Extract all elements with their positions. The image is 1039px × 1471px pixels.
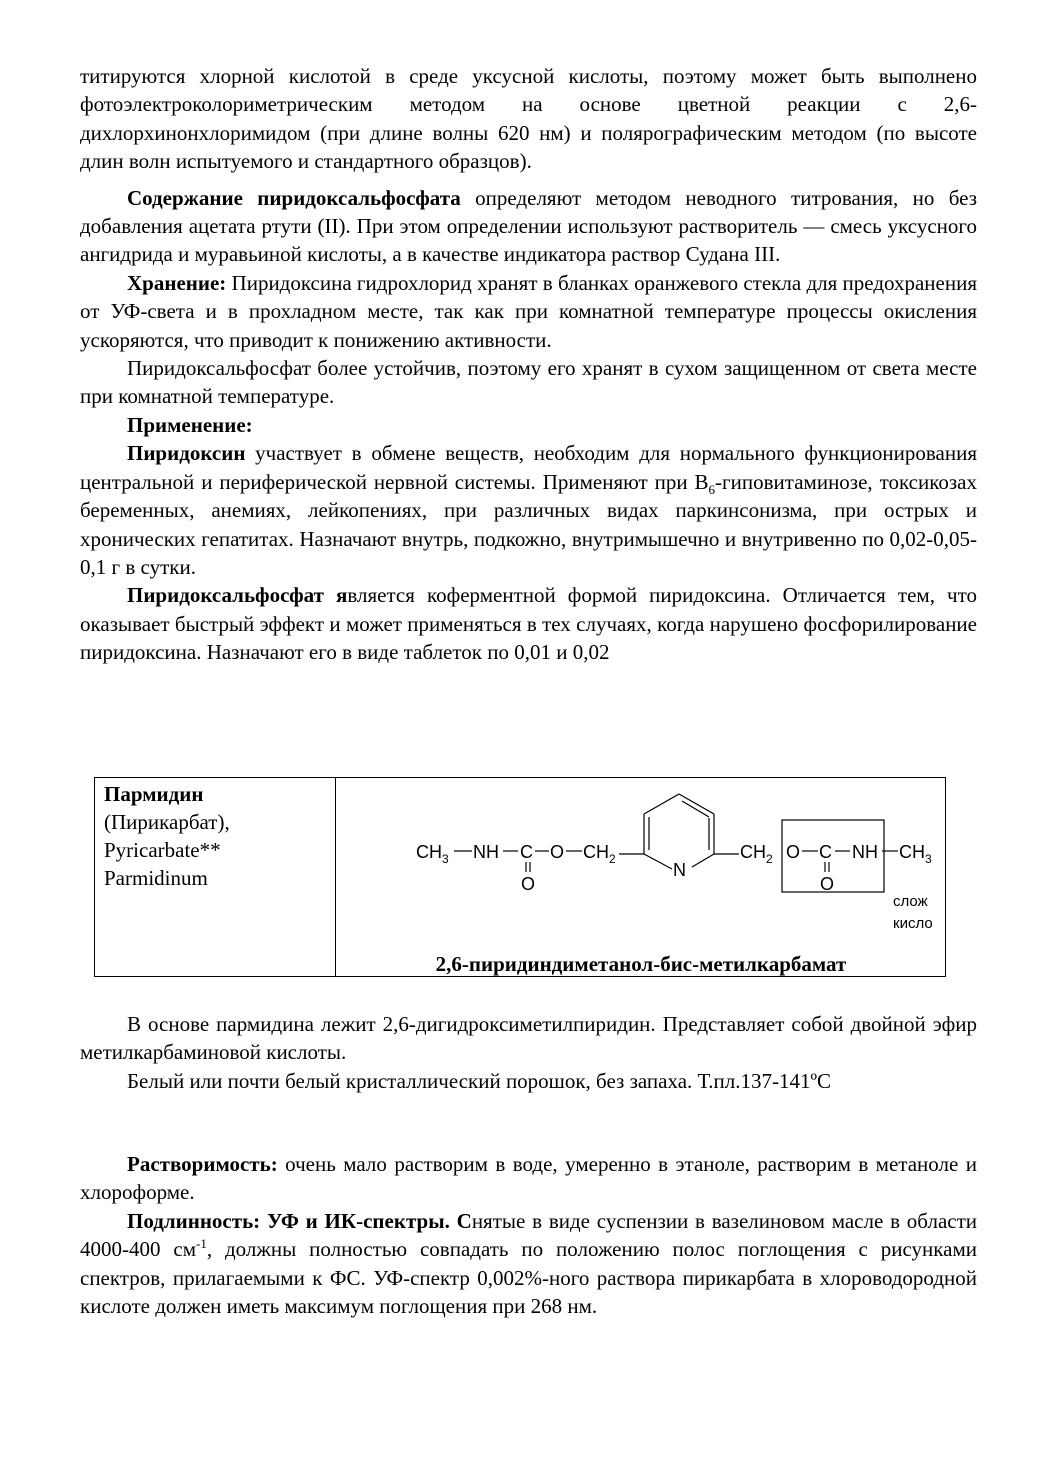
plp-content-text: определяют методом неводного титрования, но без добавления ацетата ртути (II). При этом определении используют растворитель — смесь уксусного ангидрида и муравьиной кислоты, а в качестве индикатора раствор Судана III. — [80, 185, 978, 267]
drug-synonym: (Пирикарбат), — [104, 810, 230, 834]
formula-ring-n: N — [673, 860, 686, 880]
structural-formula-cell — [336, 778, 946, 976]
paragraph-titration: титируются хлорной кислотой в среде уксусной кислоты, поэтому может быть выполнено фотоэлектроколориметрическим методом на основе цветной реакции с 2,6-дихлорхинонхлоримидом (при длине волны 620 нм) и полярографическим методом (по высоте длин волн испытуемого и стандартного образцов). — [80, 64, 977, 174]
formula-nh-left: NH — [473, 842, 499, 862]
formula-o-right: O — [786, 842, 801, 862]
formula-o-left: O — [550, 842, 565, 862]
formula-o-double-right: O — [820, 874, 835, 894]
drug-name: Пармидин — [104, 782, 204, 806]
page-body — [80, 62, 977, 667]
storage-heading: Хранение: — [127, 270, 227, 295]
paragraph-pyridoxine: Пиридоксин участвует в обмене веществ, необходим для нормального функционирования центральной и периферической нервной системы. Применяют при $B_6$-гиповитаминозе, токсикозах беременных, анемиях, лейкопениях, при различных видах паркинсонизма, при острых и хронических гепатитах. Назначают внутрь, подкожно, внутримышечно и внутривенно по 0,02-0,05-0,1 г в сутки. — [80, 441, 977, 579]
paragraph-plp-application: Пиридоксальфосфат является коферментной формой пиридоксина. Отличается тем, что оказывает быстрый эффект и может применяться в тех случаях, когда нарушено фосфорилирование пиридоксина. Назначают его в виде таблеток по 0,01 и 0,02 — [80, 583, 977, 665]
formula-c-right: C — [819, 842, 832, 862]
drug-latin-name: Parmidinum — [104, 866, 208, 890]
solubility-heading: Растворимость: — [127, 1152, 278, 1176]
paragraph-plp-storage: Пиридоксальфосфат более устойчив, поэтому его хранят в сухом защищенном от света месте при комнатной температуре. — [80, 356, 977, 409]
b6-subscript: 6 — [708, 481, 716, 497]
parmidin-table — [94, 777, 946, 977]
formula-ch2-right: $CH_2$ — [740, 842, 773, 866]
side-label-acid: кисло — [893, 915, 933, 932]
drug-names-cell — [104, 780, 329, 892]
parmidin-description — [80, 1010, 977, 1095]
paragraph-solubility: Растворимость: очень мало растворим в воде, умеренно в этаноле, растворим в метаноле и хлороформе. — [80, 1152, 977, 1205]
structural-formula — [336, 778, 946, 976]
formula-ch3-left: $CH_3$ — [416, 842, 449, 866]
formula-c-left: C — [520, 842, 533, 862]
formula-caption: 2,6-пиридиндиметанол-бис-метилкарбамат — [435, 952, 847, 976]
cm-superscript: -1 — [196, 1236, 207, 1252]
storage-text: Пиридоксина гидрохлорид хранят в бланках оранжевого стекла для предохранения от УФ-света и в прохладном месте, так как при комнатной температуре процессы окисления ускоряются, что приводит к понижению активности. — [80, 270, 977, 352]
paragraph-basis: В основе пармидина лежит 2,6-дигидроксиметилпиридин. Представляет собой двойной эфир метилкарбаминовой кислоты. — [80, 1012, 977, 1065]
formula-o-double-left: O — [521, 874, 536, 894]
identity-heading: Подлинность: УФ и ИК-спектры. С — [127, 1208, 472, 1233]
plp-application-heading: Пиридоксальфосфат я — [127, 583, 348, 608]
drug-inn-english: Pyricarbate** — [104, 838, 221, 862]
formula-ch2-left: $CH_2$ — [583, 842, 616, 866]
plp-content-heading: Содержание пиридоксальфосфата — [127, 185, 461, 210]
paragraph-storage — [80, 269, 977, 354]
formula-nh-right: NH — [852, 842, 878, 862]
pyridoxine-heading: Пиридоксин — [127, 441, 246, 466]
paragraph-plp-content — [80, 184, 977, 269]
side-label-ester: слож — [893, 893, 928, 910]
paragraph-identity: Подлинность: УФ и ИК-спектры. Снятые в виде суспензии в вазелиновом масле в области 4000-400 $см^{-1}$, должны полностью совпадать по положению полос поглощения с рисунками спектров, прилагаемыми к ФС. УФ-спектр 0,002%-ного раствора пирикарбата в хлороводородной кислоте должен иметь максимум поглощения при 268 нм. — [80, 1208, 978, 1319]
paragraph-appearance: Белый или почти белый кристаллический порошок, без запаха. Т.пл.137-141ºС — [127, 1068, 831, 1093]
formula-ch3-right: $CH_3$ — [899, 842, 932, 866]
parmidin-properties — [80, 1150, 977, 1320]
application-heading: Применение: — [127, 412, 253, 437]
